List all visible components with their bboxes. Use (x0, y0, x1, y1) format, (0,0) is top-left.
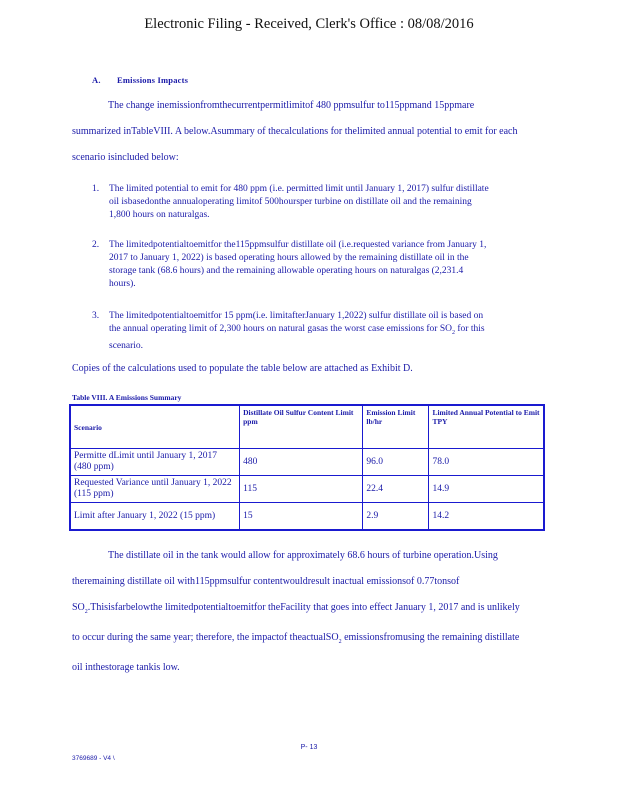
copies-paragraph: Copies of the calculations used to populate the table below are attached as Exhibit D. (72, 363, 413, 374)
section-title: Emissions Impacts (117, 75, 189, 85)
table-header-cell: Scenario (70, 405, 240, 449)
table-cell-scenario: Limit after January 1, 2022 (15 ppm) (70, 503, 240, 531)
document-id: 3769689 - V4 \ (72, 755, 115, 762)
table-header-cell: Emission Limit lb/hr (363, 405, 429, 449)
table-cell: 96.0 (363, 449, 429, 476)
closing-text-3: emissionsfromusing the remaining distillate oil inthestorage tankis low. (72, 632, 520, 673)
table-cell: 14.9 (429, 476, 544, 503)
table-cell-scenario: Requested Variance until January 1, 2022 (115 ppm) (70, 476, 240, 503)
table-row (70, 449, 544, 476)
table-cell: 78.0 (429, 449, 544, 476)
closing-text-1: The distillate oil in the tank would allow for approximately 68.6 hours of turbine operation.Using theremaining distillate oil with115ppmsulfur contentwouldresult inactual emissionsof 0.77tonsof SO (72, 550, 498, 613)
intro-paragraph (72, 93, 522, 171)
table-cell: 115 (240, 476, 363, 503)
table-cell: 480 (240, 449, 363, 476)
table-cell-scenario: Permitte dLimit until January 1, 2017 (480 ppm) (70, 449, 240, 476)
list-item-1 (92, 183, 492, 223)
list-text (109, 310, 489, 353)
table-caption: Table VIII. A Emissions Summary (72, 393, 182, 402)
list-item-2 (92, 239, 492, 295)
list-number: 3. (92, 311, 100, 321)
list-text-tail: for this scenario. (109, 324, 485, 351)
table-header-cell: Limited Annual Potential to Emit TPY (429, 405, 544, 449)
intro-paragraph-text: The change inemissionfromthecurrentpermitlimitof 480 ppmsulfur to115ppmand 15ppmare summarized inTableVIII. A below.Asummary of thecalculations for thelimited annual potential to emit for each scenario isincluded below: (72, 100, 518, 163)
list-number: 1. (92, 184, 100, 194)
page-number: P- 13 (300, 744, 318, 751)
table-cell: 2.9 (363, 503, 429, 531)
list-text: The limited potential to emit for 480 ppm (i.e. permitted limit until January 1, 2017) sulfur distillate oil isbasedonthe annualoperating limitof 500hoursper turbine on distillate oil and the remaining 1,800 hours on naturalgas. (109, 184, 489, 220)
table-row (70, 476, 544, 503)
section-heading (92, 75, 202, 85)
list-item-3 (92, 310, 492, 354)
table-cell: 15 (240, 503, 363, 531)
table-cell: 22.4 (363, 476, 429, 503)
subscript: 2 (338, 639, 342, 645)
subscript: 2 (452, 329, 455, 336)
list-number: 2. (92, 240, 100, 250)
section-letter: A. (92, 75, 101, 85)
closing-text-2: .Thisisfarbelowthe limitedpotentialtoemitfor theFacility that goes into effect January 1, 2017 and is unlikely to occur during the same year; therefore, the impactof theactualSO (72, 602, 520, 643)
table-row (70, 503, 544, 531)
table-cell: 14.2 (429, 503, 544, 531)
list-text-main: The limitedpotentialtoemitfor 15 ppm(i.e. limitafterJanuary 1,2022) sulfur distillate oil is based on the annual operating limit of 2,300 hours on natural gasas the worst case emissions for SO (109, 311, 484, 334)
filing-stamp-header: Electronic Filing - Received, Clerk's Office : 08/08/2016 (144, 16, 474, 32)
closing-paragraph (72, 543, 522, 681)
list-text: The limitedpotentialtoemitfor the115ppmsulfur distillate oil (i.e.requested variance from January 1, 2017 to January 1, 2022) is based operating hours allowed by the remaining distillate oil in the storage tank (68.6 hours) and the remaining allowable operating hours on naturalgas (2,231.4 hours). (109, 240, 487, 289)
emissions-summary-table (69, 404, 545, 531)
table-header-row (70, 405, 544, 449)
table-header-cell: Distillate Oil Sulfur Content Limit ppm (240, 405, 363, 449)
subscript: 2 (84, 609, 88, 615)
